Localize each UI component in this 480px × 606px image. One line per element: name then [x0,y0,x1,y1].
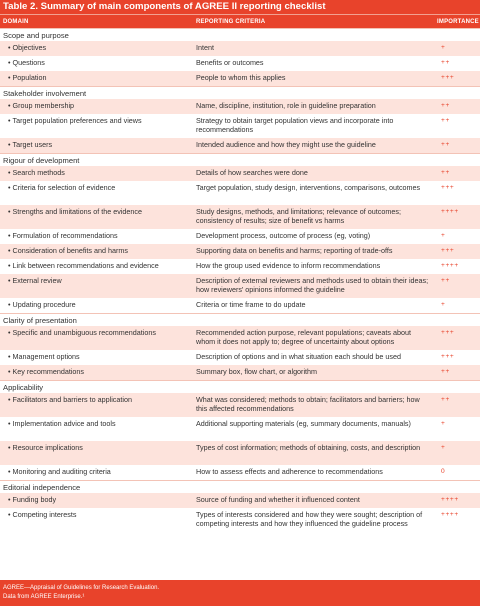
domain-cell: • Management options [0,352,196,361]
criteria-cell: Supporting data on benefits and harms; reporting of trade-offs [196,246,393,255]
criteria-cell: Summary box, flow chart, or algorithm [196,367,318,376]
section-header: Clarity of presentation [0,313,480,326]
footnote-source: Data from AGREE Enterprise.¹ [3,593,85,600]
importance-cell: ++++ [441,511,459,518]
importance-cell: + [441,232,446,239]
criteria-cell: Benefits or outcomes [196,58,264,67]
table-row [0,417,480,441]
importance-cell: +++ [441,353,455,360]
criteria-cell: Development process, outcome of process (eg, voting) [196,231,371,240]
table-row [0,274,480,298]
header-domain: DOMAIN [3,18,29,25]
domain-cell: • Group membership [0,101,196,110]
table-title: Table 2. Summary of main components of AGREE II reporting checklist [0,0,480,14]
domain-cell: • Link between recommendations and evidence [0,261,196,270]
importance-cell: ++ [441,141,450,148]
section-header: Scope and purpose [0,28,480,41]
domain-cell: • Population [0,73,196,82]
table-row [0,41,480,56]
header-importance: IMPORTANCE [437,18,479,25]
table-row [0,56,480,71]
criteria-cell: Name, discipline, institution, role in guideline preparation [196,101,376,110]
importance-cell: +++ [441,184,455,191]
table-row [0,350,480,365]
criteria-cell: Study designs, methods, and limitations; relevance of outcomes; consistency of results; size of benefit vs harms [196,207,401,225]
domain-cell: • Facilitators and barriers to application [0,395,196,404]
importance-cell: + [441,444,446,451]
table-row [0,71,480,86]
importance-cell: + [441,44,446,51]
table-row [0,365,480,380]
criteria-cell: Strategy to obtain target population views and incorporate into recommendations [196,116,394,134]
table-row [0,99,480,114]
table-row [0,205,480,229]
domain-cell: • Objectives [0,43,196,52]
domain-cell: • Target population preferences and views [0,116,196,125]
criteria-cell: Description of external reviewers and methods used to obtain their ideas; how reviewers' opinions informed the guideline [196,276,429,294]
importance-cell: +++ [441,329,455,336]
criteria-cell: Criteria or time frame to do update [196,300,306,309]
criteria-cell: Target population, study design, interventions, comparisons, outcomes [196,183,421,192]
domain-cell: • Competing interests [0,510,196,519]
importance-cell: ++++ [441,262,459,269]
domain-cell: • Resource implications [0,443,196,452]
table-row [0,508,480,541]
importance-cell: ++ [441,396,450,403]
importance-cell: +++ [441,247,455,254]
importance-cell: +++ [441,74,455,81]
domain-cell: • Search methods [0,168,196,177]
domain-cell: • Updating procedure [0,300,196,309]
domain-cell: • Funding body [0,495,196,504]
header-criteria: REPORTING CRITERIA [196,18,266,25]
domain-cell: • Consideration of benefits and harms [0,246,196,255]
section-header: Rigour of development [0,153,480,166]
table-row [0,166,480,181]
footnote-abbreviation: AGREE—Appraisal of Guidelines for Research Evaluation. [3,585,160,591]
table-row [0,244,480,259]
section-header: Editorial independence [0,480,480,493]
importance-cell: ++ [441,169,450,176]
criteria-cell: How the group used evidence to inform recommendations [196,261,381,270]
table-header-row [0,14,480,28]
table-row [0,114,480,138]
criteria-cell: Intent [196,43,214,52]
criteria-cell: How to assess effects and adherence to recommendations [196,467,383,476]
importance-cell: 0 [441,468,446,475]
table-row [0,326,480,350]
importance-cell: ++++ [441,496,459,503]
domain-cell: • External review [0,276,196,285]
domain-cell: • Monitoring and auditing criteria [0,467,196,476]
table-row [0,138,480,153]
section-header: Applicability [0,380,480,393]
table-row [0,259,480,274]
importance-cell: ++ [441,277,450,284]
importance-cell: ++ [441,368,450,375]
table-row [0,229,480,244]
criteria-cell: Source of funding and whether it influenced content [196,495,360,504]
criteria-cell: Types of interests considered and how they were sought; description of competing interests and how they influenced the guideline process [196,510,423,528]
importance-cell: + [441,301,446,308]
criteria-cell: People to whom this applies [196,73,286,82]
importance-cell: ++ [441,102,450,109]
importance-cell: ++ [441,117,450,124]
criteria-cell: Intended audience and how they might use the guideline [196,140,376,149]
domain-cell: • Formulation of recommendations [0,231,196,240]
domain-cell: • Questions [0,58,196,67]
domain-cell: • Specific and unambiguous recommendations [0,328,196,337]
table-row [0,393,480,417]
domain-cell: • Strengths and limitations of the evidence [0,207,196,216]
table-row [0,298,480,313]
table-row [0,441,480,465]
criteria-cell: Additional supporting materials (eg, summary documents, manuals) [196,419,411,428]
table-row [0,181,480,205]
importance-cell: + [441,420,446,427]
criteria-cell: Details of how searches were done [196,168,308,177]
importance-cell: ++++ [441,208,459,215]
table-body [0,28,480,541]
domain-cell: • Criteria for selection of evidence [0,183,196,192]
criteria-cell: Types of cost information; methods of obtaining, costs, and description [196,443,421,452]
criteria-cell: Recommended action purpose, relevant populations; caveats about whom it does not apply to; degree of uncertainty about options [196,328,411,346]
importance-cell: ++ [441,59,450,66]
domain-cell: • Target users [0,140,196,149]
table-row [0,465,480,480]
criteria-cell: What was considered; methods to obtain; facilitators and barriers; how this affected recommendations [196,395,420,413]
criteria-cell: Description of options and in what situation each should be used [196,352,401,361]
table-row [0,493,480,508]
domain-cell: • Implementation advice and tools [0,419,196,428]
table-footnote [0,580,480,606]
domain-cell: • Key recommendations [0,367,196,376]
section-header: Stakeholder involvement [0,86,480,99]
